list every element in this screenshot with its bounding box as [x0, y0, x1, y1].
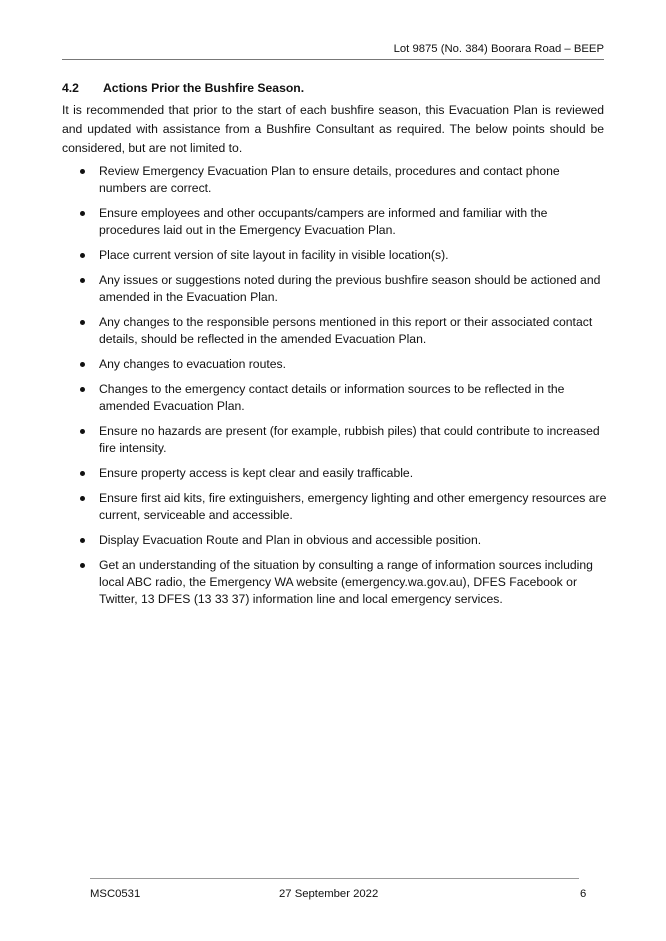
list-item-text: Get an understanding of the situation by consulting a range of information sources including local ABC radio, the Emergency WA website (emergency.wa.gov.au), DFES Facebook or Twitter, 13 DFES (13 33 37) information line and local emergency services. — [99, 558, 593, 606]
list-item — [62, 490, 610, 523]
section-number: 4.2 — [62, 81, 79, 95]
list-item-text: Changes to the emergency contact details or information sources to be reflected in the amended Evacuation Plan. — [99, 382, 565, 413]
bullet-icon — [80, 169, 85, 174]
running-header: Lot 9875 (No. 384) Boorara Road – BEEP — [393, 43, 604, 55]
intro-paragraph: It is recommended that prior to the start of each bushfire season, this Evacuation Plan is reviewed and updated with assistance from a Bushfire Consultant as required. The below points should be considered, but are not limited to. — [62, 103, 604, 155]
bullet-icon — [80, 278, 85, 283]
list-item-text: Ensure first aid kits, fire extinguishers, emergency lighting and other emergency resources are current, serviceable and accessible. — [99, 491, 607, 522]
bullet-icon — [80, 563, 85, 568]
list-item-text: Ensure property access is kept clear and easily trafficable. — [99, 465, 414, 480]
list-item-text: Review Emergency Evacuation Plan to ensure details, procedures and contact phone numbers are correct. — [99, 164, 560, 195]
footer-date: 27 September 2022 — [279, 888, 379, 900]
list-item-text: Any changes to the responsible persons mentioned in this report or their associated contact details, should be reflected in the amended Evacuation Plan. — [99, 314, 593, 346]
section-title: Actions Prior the Bushfire Season. — [103, 81, 305, 95]
bullet-icon — [80, 320, 85, 325]
list-item — [62, 465, 610, 482]
list-item — [62, 532, 610, 549]
bullet-icon — [80, 387, 85, 392]
list-item-text: Place current version of site layout in facility in visible location(s). — [99, 247, 449, 262]
list-item — [62, 314, 610, 347]
list-item-text: Ensure no hazards are present (for example, rubbish piles) that could contribute to increased fire intensity. — [99, 423, 600, 455]
list-item-text: Ensure employees and other occupants/campers are informed and familiar with the procedures laid out in the Emergency Evacuation Plan. — [99, 205, 548, 237]
list-item-text: Any issues or suggestions noted during the previous bushfire season should be actioned and amended in the Evacuation Plan. — [99, 273, 601, 304]
list-item — [62, 557, 610, 607]
list-item — [62, 381, 610, 414]
section-heading — [62, 81, 304, 95]
action-list — [62, 163, 610, 616]
page-number: 6 — [580, 888, 587, 900]
list-item-text: Display Evacuation Route and Plan in obvious and accessible position. — [99, 532, 482, 547]
list-item — [62, 247, 610, 264]
list-item — [62, 163, 610, 196]
bullet-icon — [80, 253, 85, 258]
bullet-icon — [80, 471, 85, 476]
bullet-icon — [80, 496, 85, 501]
list-item-text: Any changes to evacuation routes. — [99, 356, 286, 371]
list-item — [62, 423, 610, 456]
footer-divider — [90, 878, 579, 879]
bullet-icon — [80, 538, 85, 543]
list-item — [62, 205, 610, 238]
header-divider — [62, 59, 604, 60]
list-item — [62, 356, 610, 373]
list-item — [62, 272, 610, 305]
footer-doc-code: MSC0531 — [90, 888, 141, 900]
bullet-icon — [80, 362, 85, 367]
bullet-icon — [80, 429, 85, 434]
bullet-icon — [80, 211, 85, 216]
